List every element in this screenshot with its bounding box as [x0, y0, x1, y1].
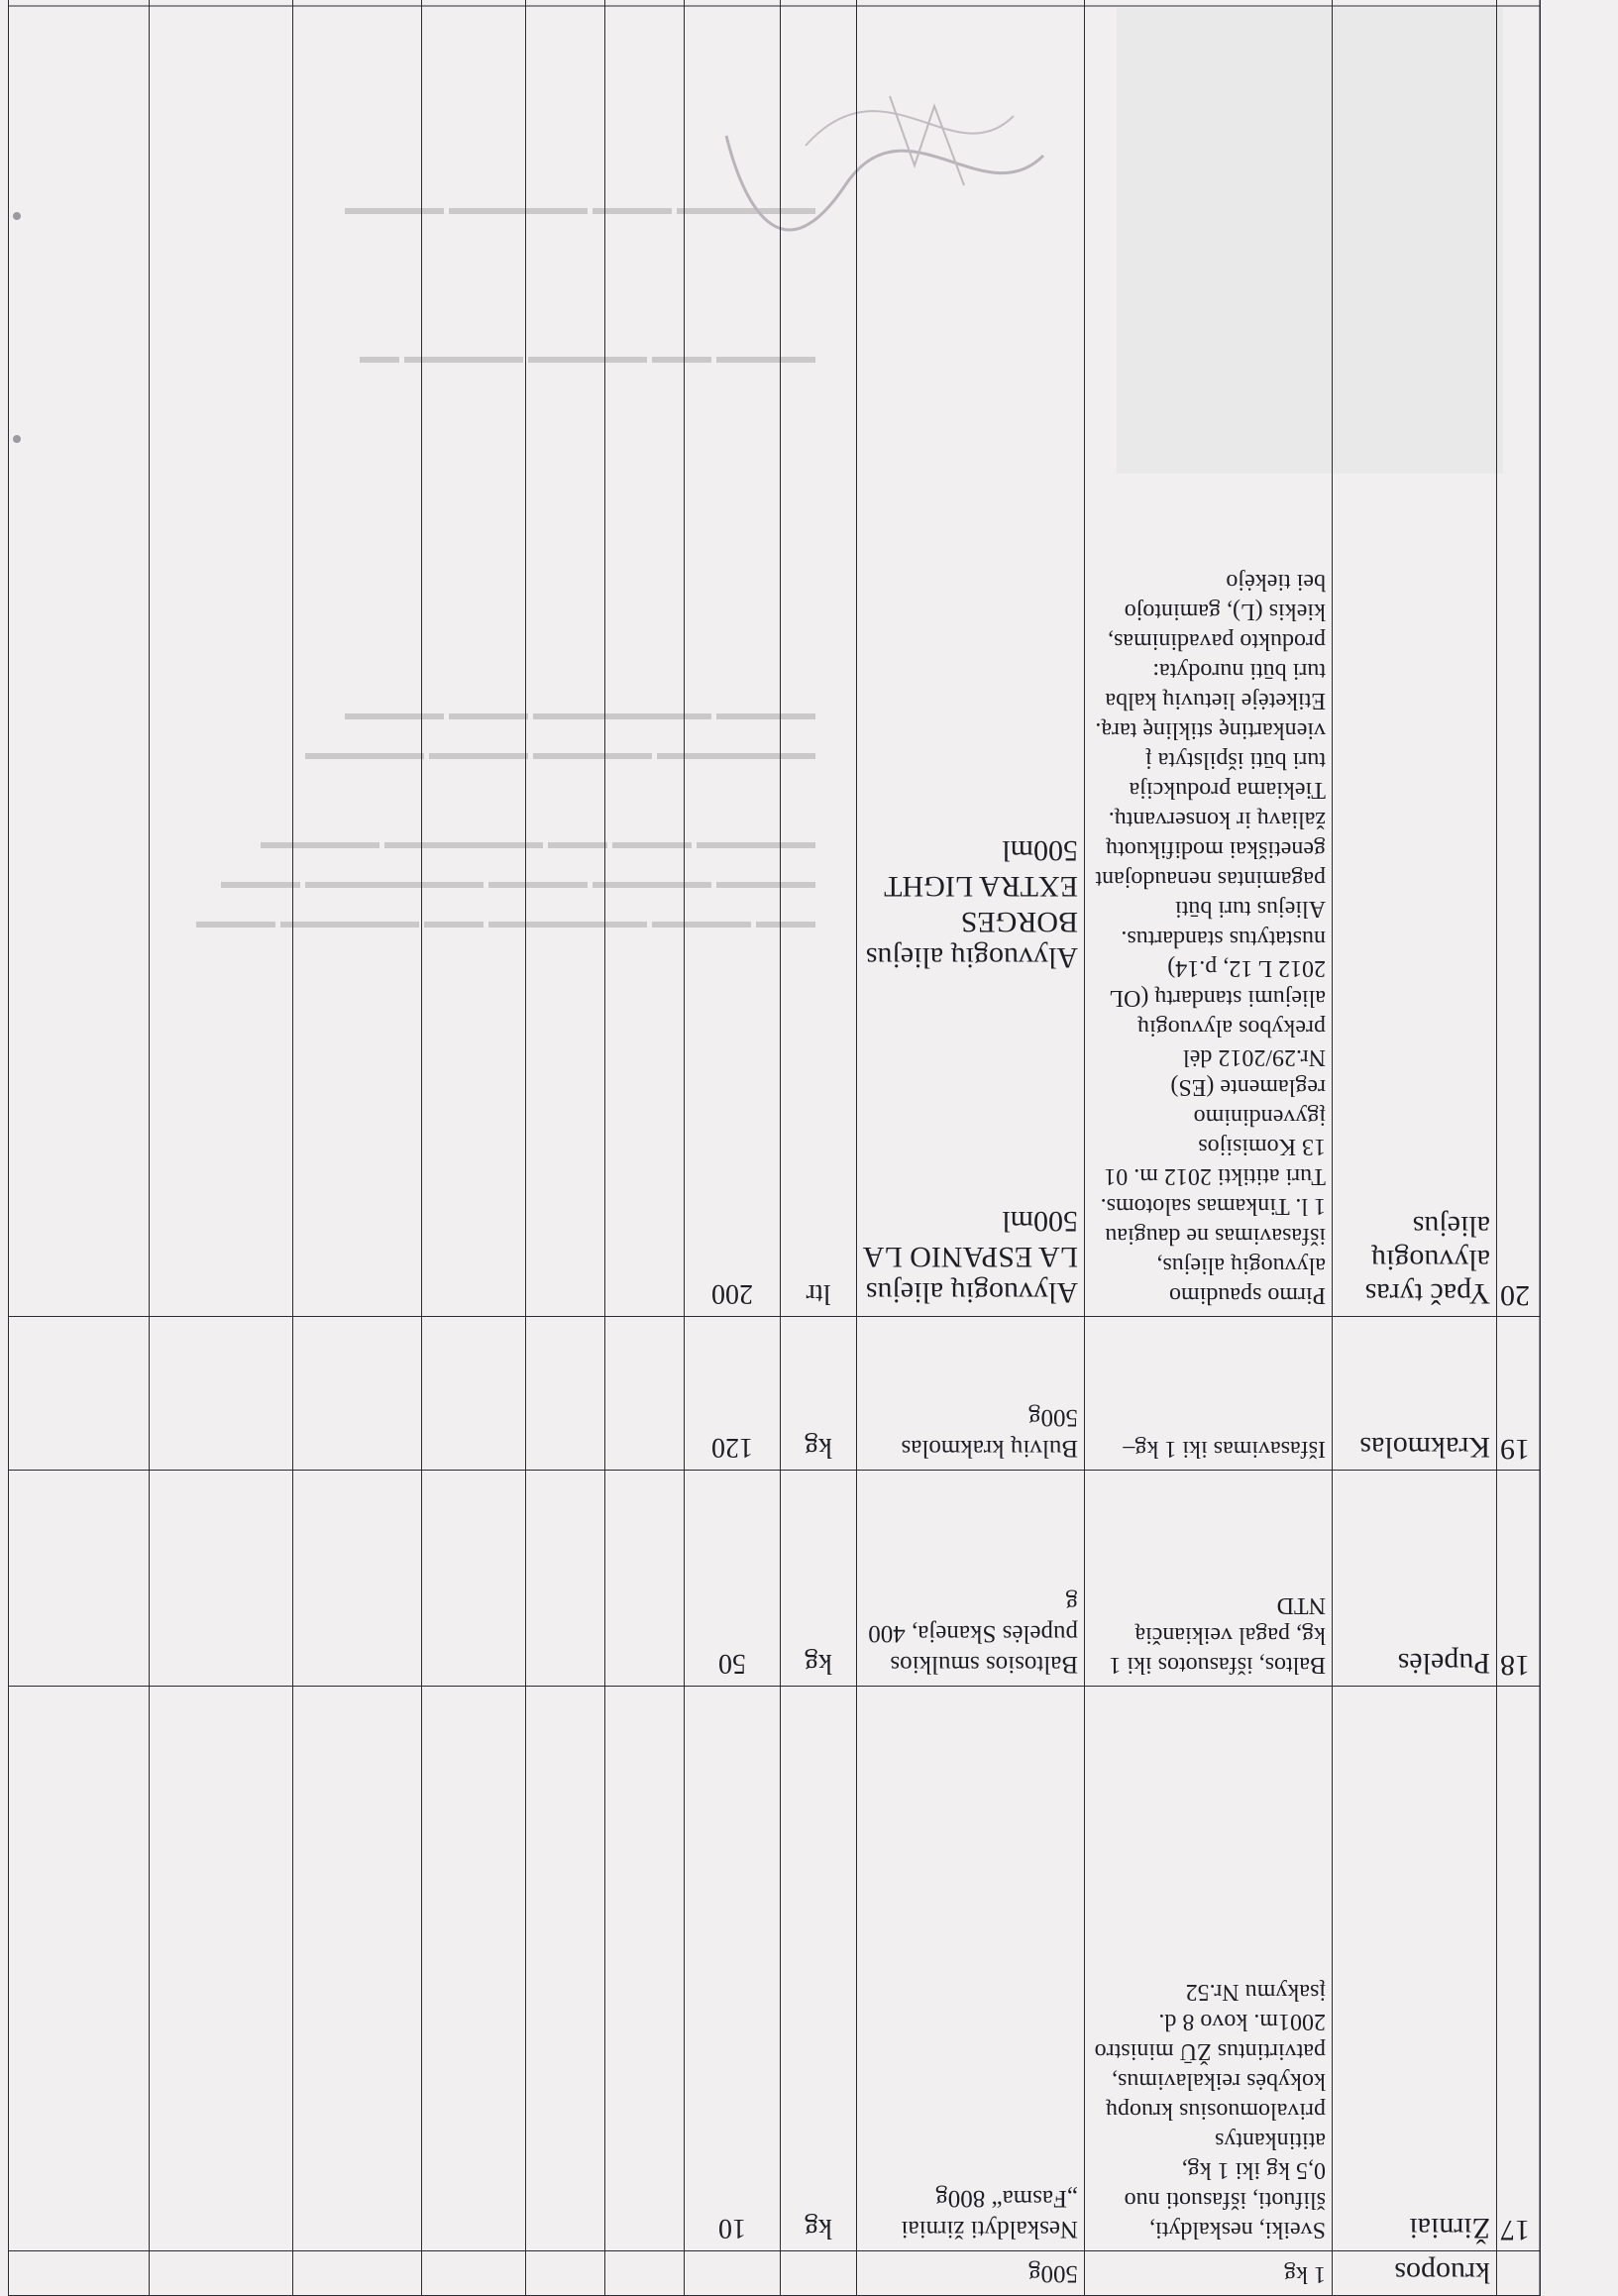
offered-product-alternative: Alyvuogių aliejus BORGES EXTRA LIGHT 500ml — [865, 834, 1078, 974]
bleed-through-text: ▬▬▬ ▬▬▬▬▬ ▬▬▬▬▬▬▬▬ ▬▬▬ ▬▬▬▬▬▬▬ ▬▬▬▬ ▬▬▬▬▬ ▬▬▬▬▬▬ ▬▬▬▬▬ ▬▬▬▬▬▬▬▬▬ ▬▬▬▬ ▬▬▬▬▬▬ ▬▬▬▬ ▬▬▬ ▬▬▬▬▬▬▬▬ ▬▬▬▬▬▬ ▬▬▬▬▬▬▬▬ ▬▬▬▬▬▬ ▬▬▬▬▬ ▬▬▬▬▬▬ ▬▬▬▬▬ ▬▬▬▬▬▬▬▬▬ ▬▬▬▬ ▬▬▬▬▬ ▬▬▬▬▬ ▬▬▬ ▬▬▬▬▬▬ ▬▬▬▬▬▬ ▬▬ ▬▬▬▬▬▬▬ ▬▬▬▬ ▬▬▬▬▬▬▬ ▬▬▬▬▬ — [196, 203, 815, 938]
offered-product-primary: Alyvuogių aliejus LA ESPANIO LA 500ml — [864, 1205, 1078, 1309]
blank-cell — [9, 0, 150, 1317]
item-number: 17 — [1497, 1687, 1541, 2251]
item-name: Žirniai — [1333, 1687, 1497, 2251]
table-row — [9, 0, 1541, 1317]
item-name: Krakmolas — [1333, 1317, 1497, 1471]
blank-cell — [9, 1317, 150, 1471]
table-row — [9, 1317, 1541, 1471]
item-name: Ypač tyras alyvuogių aliejus — [1333, 0, 1497, 1317]
blank-cell — [150, 1687, 293, 2251]
blank-cell — [150, 1471, 293, 1687]
item-number — [1497, 2251, 1541, 2296]
item-description: Pirmo spaudimo alyvuogių aliejus, išfasavimas ne daugiau 1 l. Tinkamas salotoms. Turi atitikti 2012 m. 01 13 Komisijos įgyvendinimo reglamente (ES) Nr.29/2012 dėl prekybos alyvuogių aliejumi standartų (OL 2012 L 12, p.14) nustatytus standartus. Aliejus turi būti pagamintas nenaudojant genetiškai modifikuotų žaliavų ir konservantų. Tiekiama produkcija turi būti išpilstyta į vienkartinę stiklinę tarą. Etiketėje lietuvių kalba turi būti nurodyta: produkto pavadinimas, kiekis (L), gamintojo bei tiekėjo — [1085, 0, 1333, 1317]
item-quantity: 50 — [685, 1471, 781, 1687]
blank-cell — [293, 2251, 422, 2296]
table-row — [9, 2251, 1541, 2296]
blank-cell — [150, 0, 293, 1317]
blank-cell — [293, 1471, 422, 1687]
blank-cell — [605, 1317, 685, 1471]
blank-cell — [605, 0, 685, 1317]
item-description: Sveiki, neskaldyti, šlifuoti, išfasuoti nuo 0,5 kg iki 1 kg, atitinkantys privalomuosius kruopų kokybės reikalavimus, patvirtintus ŽŪ ministro 2001m. kovo 8 d. įsakymu Nr.52 — [1085, 1687, 1333, 2251]
blank-cell — [526, 2251, 605, 2296]
blank-cell — [293, 1687, 422, 2251]
blank-cell — [422, 1471, 526, 1687]
item-name: Pupelės — [1333, 1471, 1497, 1687]
blank-cell — [605, 1471, 685, 1687]
blank-cell — [293, 0, 422, 1317]
blank-cell — [422, 1687, 526, 2251]
item-quantity: 120 — [685, 1317, 781, 1471]
item-description: Baltos, išfasuotos iki 1 kg, pagal veikiančią NTD — [1085, 1471, 1333, 1687]
item-unit: ltr — [781, 0, 857, 1317]
offered-product: Neskaldyti žirniai „Fasma“ 800g — [857, 1687, 1085, 2251]
blank-cell — [526, 0, 605, 1317]
blank-cell — [293, 1317, 422, 1471]
blank-cell — [526, 1317, 605, 1471]
item-unit: kg — [781, 1687, 857, 2251]
table-row — [9, 1471, 1541, 1687]
offered-product: Bulvių krakmolas 500g — [857, 1317, 1085, 1471]
blank-cell — [526, 1687, 605, 2251]
item-description: Išfasavimas iki 1 kg– — [1085, 1317, 1333, 1471]
blank-cell — [422, 1317, 526, 1471]
item-number: 18 — [1497, 1471, 1541, 1687]
blank-cell — [9, 2251, 150, 2296]
item-name: kruopos — [1333, 2251, 1497, 2296]
item-quantity: 10 — [685, 1687, 781, 2251]
item-unit — [781, 2251, 857, 2296]
blank-cell — [422, 2251, 526, 2296]
blank-cell — [526, 1471, 605, 1687]
item-quantity: 200 — [685, 0, 781, 1317]
blank-cell — [422, 0, 526, 1317]
blank-cell — [150, 2251, 293, 2296]
item-description: 1 kg — [1085, 2251, 1333, 2296]
offered-product: 500g — [857, 2251, 1085, 2296]
blank-cell — [9, 1687, 150, 2251]
procurement-table — [8, 0, 1541, 2296]
item-unit: kg — [781, 1317, 857, 1471]
item-unit: kg — [781, 1471, 857, 1687]
item-number: 19 — [1497, 1317, 1541, 1471]
item-quantity — [685, 2251, 781, 2296]
table-row — [9, 1687, 1541, 2251]
offered-product: Baltosios smulkios pupelės Skaneja, 400 g — [857, 1471, 1085, 1687]
blank-cell — [605, 2251, 685, 2296]
blank-cell — [150, 1317, 293, 1471]
blank-cell — [605, 1687, 685, 2251]
offered-product — [857, 0, 1085, 1317]
item-number: 20 — [1497, 0, 1541, 1317]
blank-cell — [9, 1471, 150, 1687]
